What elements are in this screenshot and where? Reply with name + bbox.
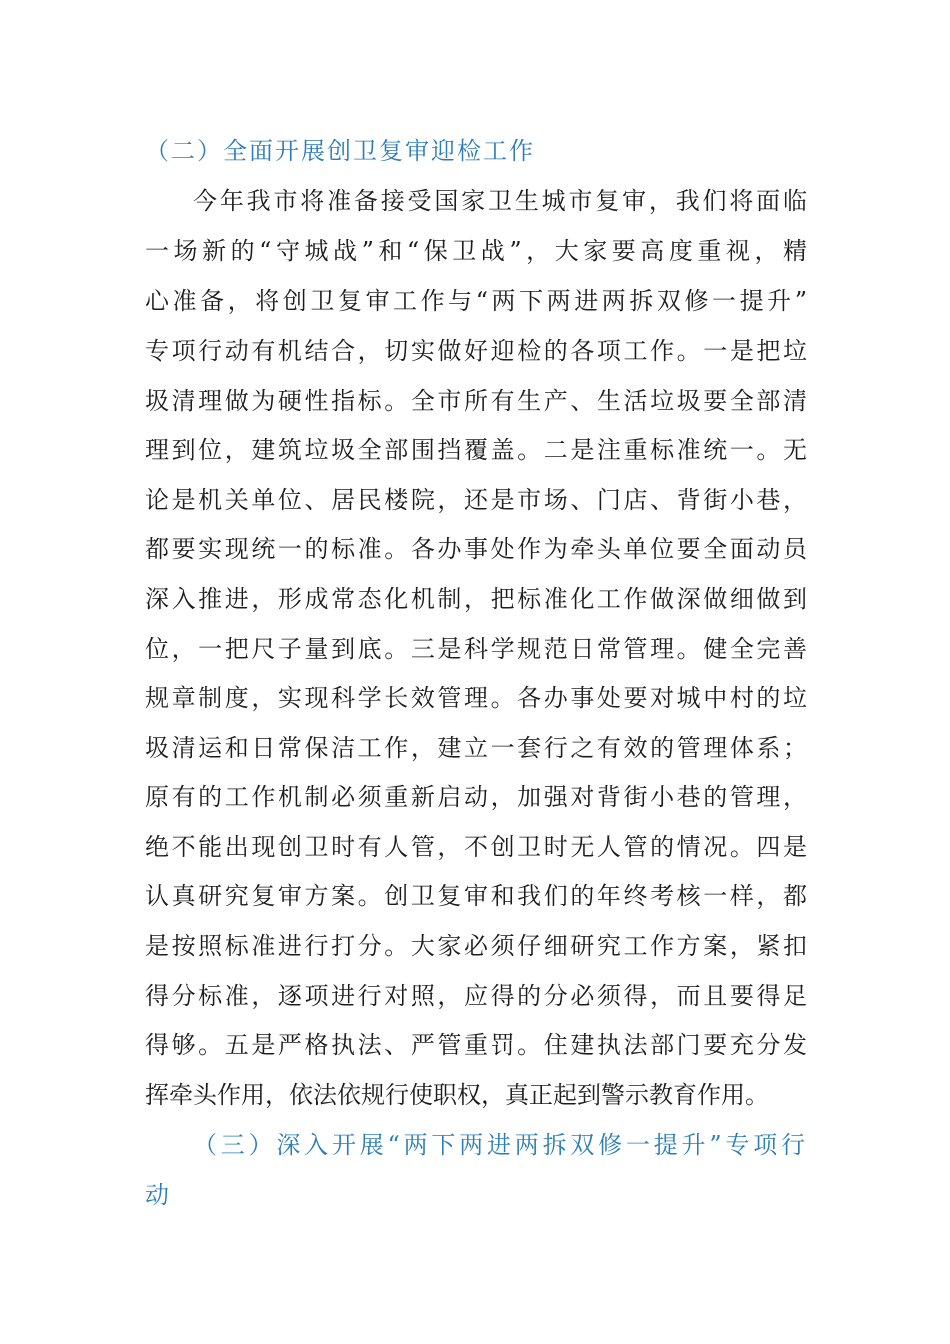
section-three-heading-continued: 动 [145, 1181, 171, 1209]
paragraph-line: 论是机关单位、居民楼院，还是市场、门店、背街小巷， [145, 486, 807, 514]
paragraph-line: 一场新的“守城战”和“保卫战”，大家要高度重视，精 [145, 237, 807, 265]
paragraph-line: 是按照标准进行打分。大家必须仔细研究工作方案，紧扣 [145, 932, 807, 960]
paragraph-line: 都要实现统一的标准。各办事处作为牵头单位要全面动员 [145, 535, 807, 563]
paragraph-line: 圾清运和日常保洁工作，建立一套行之有效的管理体系； [145, 734, 807, 762]
paragraph-line: 认真研究复审方案。创卫复审和我们的年终考核一样，都 [145, 882, 807, 910]
paragraph-line: 挥牵头作用，依法依规行使职权，真正起到警示教育作用。 [145, 1081, 769, 1109]
paragraph-line: 圾清理做为硬性指标。全市所有生产、生活垃圾要全部清 [145, 387, 807, 415]
paragraph-line: 绝不能出现创卫时有人管，不创卫时无人管的情况。四是 [145, 833, 807, 861]
paragraph-line: 理到位，建筑垃圾全部围挡覆盖。二是注重标准统一。无 [145, 436, 807, 464]
paragraph-line: 心准备，将创卫复审工作与“两下两进两拆双修一提升” [145, 287, 807, 315]
paragraph-line: 深入推进，形成常态化机制，把标准化工作做深做细做到 [145, 585, 807, 613]
section-three-heading: （三）深入开展“两下两进两拆双修一提升”专项行 [193, 1131, 807, 1159]
section-two-heading: （二）全面开展创卫复审迎检工作 [145, 137, 535, 165]
paragraph-line: 原有的工作机制必须重新启动，加强对背街小巷的管理， [145, 783, 807, 811]
paragraph-line: 专项行动有机结合，切实做好迎检的各项工作。一是把垃 [145, 337, 807, 365]
paragraph-line: 得够。五是严格执法、严管重罚。住建执法部门要充分发 [145, 1031, 807, 1059]
paragraph-line: 位，一把尺子量到底。三是科学规范日常管理。健全完善 [145, 635, 807, 663]
paragraph-line: 得分标准，逐项进行对照，应得的分必须得，而且要得足 [145, 982, 807, 1010]
paragraph-line: 规章制度，实现科学长效管理。各办事处要对城中村的垃 [145, 684, 807, 712]
paragraph-line: 今年我市将准备接受国家卫生城市复审，我们将面临 [193, 187, 807, 215]
